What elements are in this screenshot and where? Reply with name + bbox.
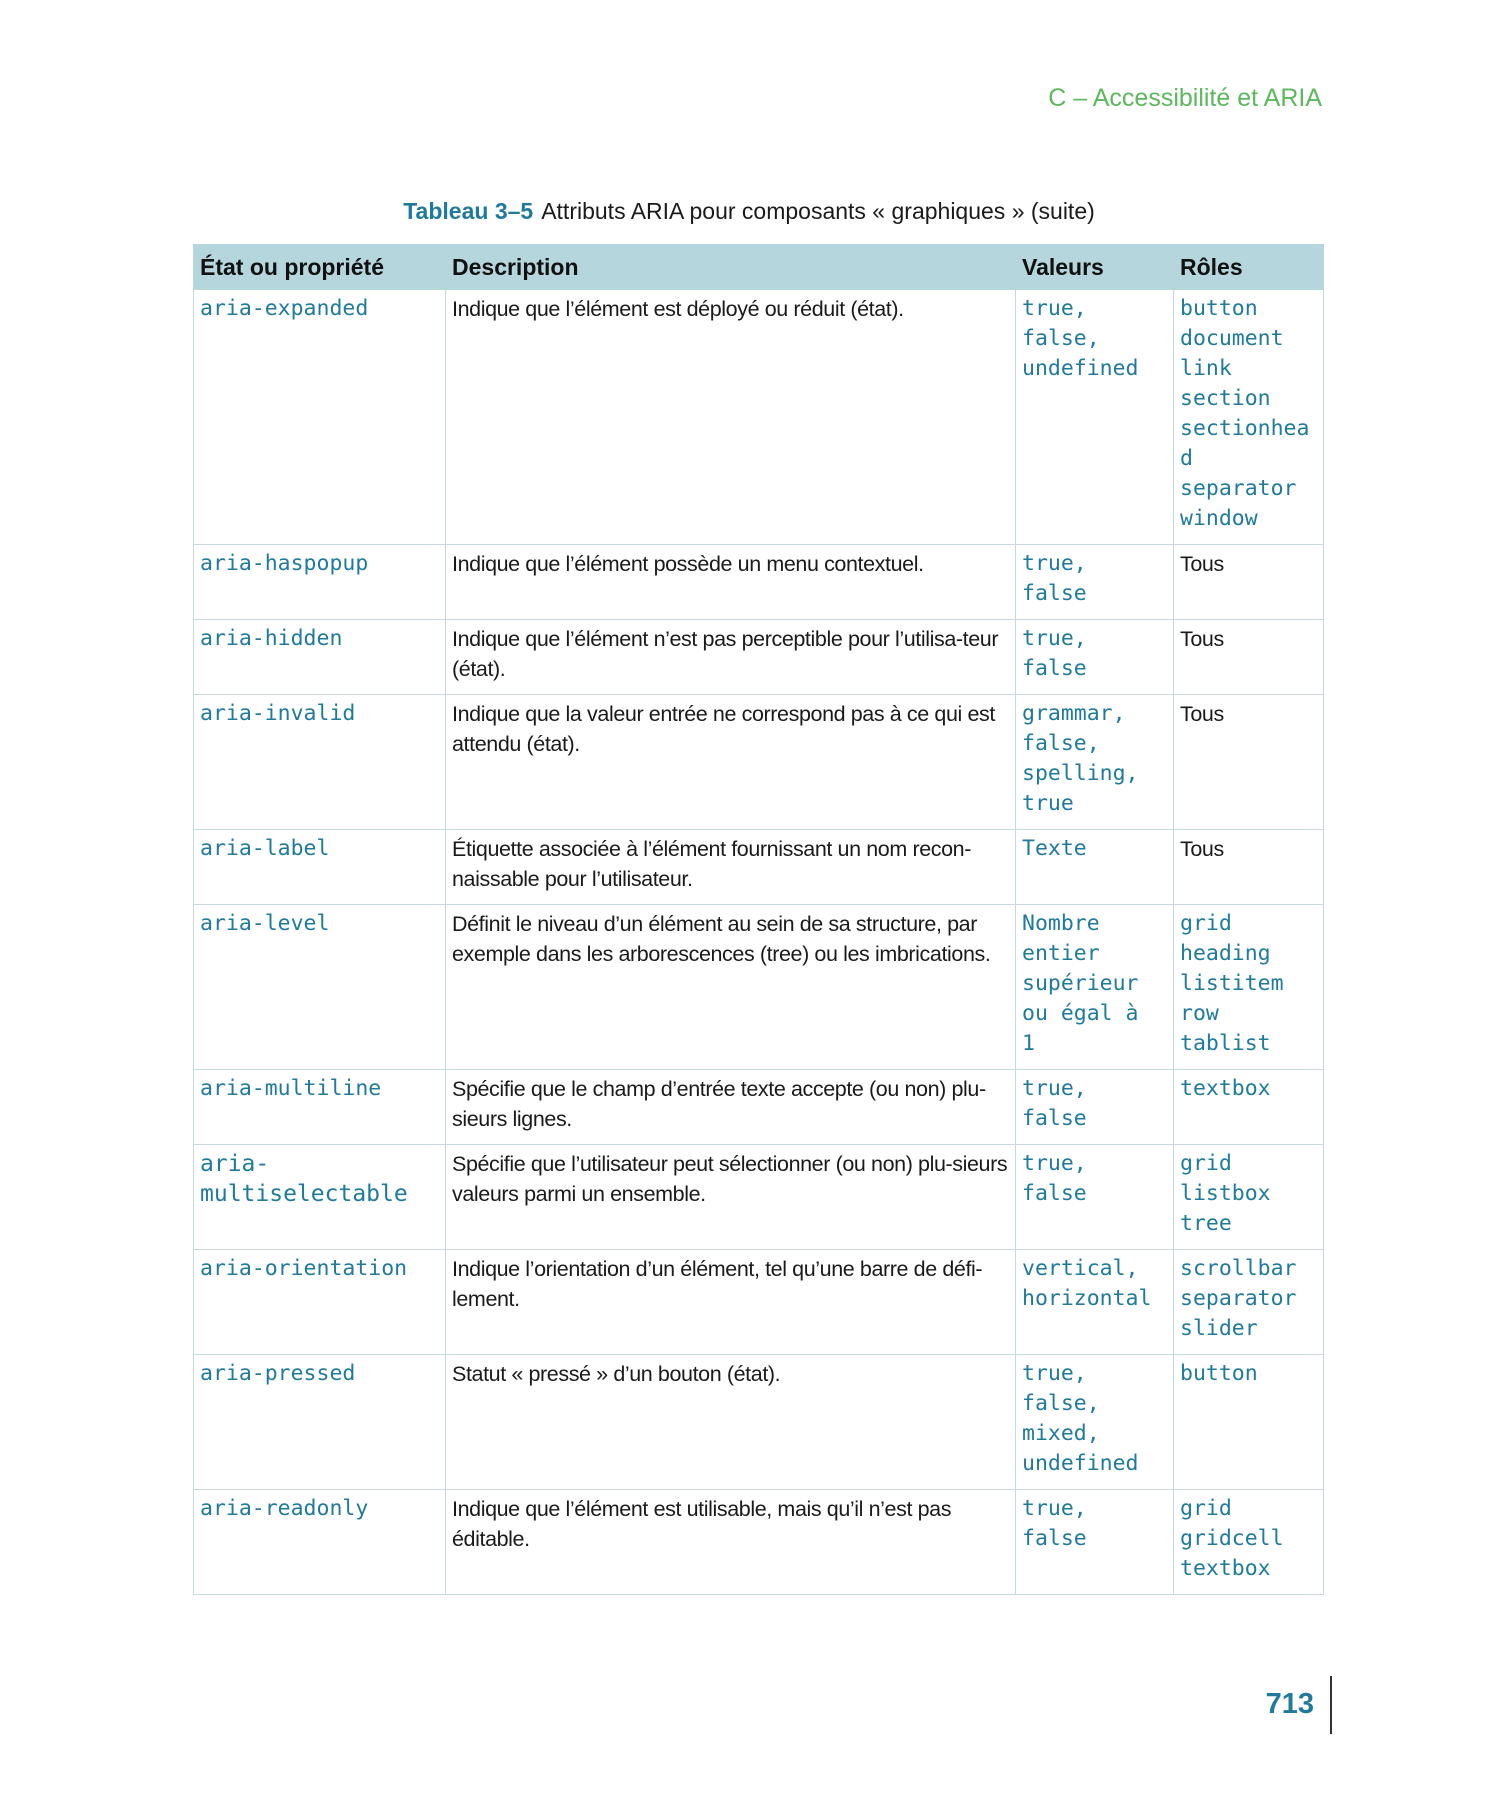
- table-row: [194, 545, 1324, 620]
- cell-property: aria-expanded: [194, 290, 446, 545]
- table-caption: [0, 198, 1498, 225]
- running-head: C – Accessibilité et ARIA: [1048, 84, 1322, 112]
- cell-property: aria-multiline: [194, 1070, 446, 1145]
- caption-number: Tableau 3–5: [403, 198, 534, 224]
- value-item: undefined: [1022, 356, 1139, 381]
- property-line: multiselectable: [200, 1181, 408, 1207]
- table-row: [194, 1250, 1324, 1355]
- role-item: textbox: [1180, 1556, 1271, 1581]
- header-property: État ou propriété: [194, 245, 446, 290]
- role-item: button: [1180, 296, 1258, 321]
- value-item: false: [1022, 1106, 1087, 1131]
- role-item: heading: [1180, 941, 1271, 966]
- cell-property: aria-label: [194, 830, 446, 905]
- role-item: gridcell: [1180, 1526, 1284, 1551]
- cell-values: [1016, 290, 1174, 545]
- cell-property: aria-readonly: [194, 1490, 446, 1595]
- table-row: [194, 1490, 1324, 1595]
- table-row: [194, 290, 1324, 545]
- cell-description: Indique que l’élément est déployé ou réduit (état).: [446, 290, 1016, 545]
- cell-roles: [1174, 290, 1324, 545]
- role-item: window: [1180, 506, 1258, 531]
- cell-values: [1016, 905, 1174, 1070]
- value-item: true,: [1022, 296, 1087, 321]
- value-item: true: [1022, 791, 1074, 816]
- table-row: [194, 905, 1324, 1070]
- cell-description: Indique que l’élément n’est pas perceptible pour l’utilisa-teur (état).: [446, 620, 1016, 695]
- cell-roles: [1174, 1490, 1324, 1595]
- value-item: spelling,: [1022, 761, 1139, 786]
- cell-roles: [1174, 1145, 1324, 1250]
- value-item: false,: [1022, 731, 1100, 756]
- role-item: separator: [1180, 1286, 1297, 1311]
- value-item: ou égal à: [1022, 1001, 1139, 1026]
- value-item: horizontal: [1022, 1286, 1152, 1311]
- value-item: supérieur: [1022, 971, 1139, 996]
- cell-description: Indique l’orientation d’un élément, tel qu’une barre de défi-lement.: [446, 1250, 1016, 1355]
- cell-roles: [1174, 1250, 1324, 1355]
- role-item: scrollbar: [1180, 1256, 1297, 1281]
- cell-property: aria-haspopup: [194, 545, 446, 620]
- cell-roles: Tous: [1174, 830, 1324, 905]
- cell-roles: [1174, 1070, 1324, 1145]
- cell-values: [1016, 1250, 1174, 1355]
- cell-values: [1016, 545, 1174, 620]
- cell-description: Spécifie que le champ d’entrée texte accepte (ou non) plu-sieurs lignes.: [446, 1070, 1016, 1145]
- role-item: link: [1180, 356, 1232, 381]
- value-item: true,: [1022, 626, 1087, 651]
- value-item: false: [1022, 581, 1087, 606]
- role-item: slider: [1180, 1316, 1258, 1341]
- aria-attributes-table: [193, 244, 1324, 1595]
- table-row: [194, 1070, 1324, 1145]
- role-item: listitem: [1180, 971, 1284, 996]
- property-line: aria-: [200, 1151, 270, 1177]
- role-item: tree: [1180, 1211, 1232, 1236]
- role-item: section: [1180, 386, 1271, 411]
- value-item: entier: [1022, 941, 1100, 966]
- cell-property: aria-invalid: [194, 695, 446, 830]
- header-values: Valeurs: [1016, 245, 1174, 290]
- value-item: grammar,: [1022, 701, 1126, 726]
- role-item: button: [1180, 1361, 1258, 1386]
- header-description: Description: [446, 245, 1016, 290]
- role-item: textbox: [1180, 1076, 1271, 1101]
- value-item: true,: [1022, 1496, 1087, 1521]
- cell-values: [1016, 1355, 1174, 1490]
- value-item: true,: [1022, 551, 1087, 576]
- role-item: separator: [1180, 476, 1297, 501]
- role-item: grid: [1180, 911, 1232, 936]
- value-item: false: [1022, 1526, 1087, 1551]
- table-row: [194, 1355, 1324, 1490]
- cell-values: [1016, 695, 1174, 830]
- page-number: 713: [1265, 1688, 1314, 1720]
- value-item: false,: [1022, 1391, 1100, 1416]
- value-item: true,: [1022, 1076, 1087, 1101]
- value-item: vertical,: [1022, 1256, 1139, 1281]
- table-row: [194, 830, 1324, 905]
- role-item: document: [1180, 326, 1284, 351]
- value-item: false,: [1022, 326, 1100, 351]
- role-item: grid: [1180, 1496, 1232, 1521]
- cell-roles: Tous: [1174, 545, 1324, 620]
- value-item: 1: [1022, 1031, 1035, 1056]
- cell-roles: [1174, 905, 1324, 1070]
- table-header-row: [194, 245, 1324, 290]
- value-item: Nombre: [1022, 911, 1100, 936]
- cell-roles: Tous: [1174, 695, 1324, 830]
- cell-description: Spécifie que l’utilisateur peut sélectionner (ou non) plu-sieurs valeurs parmi un ensemble.: [446, 1145, 1016, 1250]
- cell-property: aria-orientation: [194, 1250, 446, 1355]
- cell-values: [1016, 1145, 1174, 1250]
- cell-roles: Tous: [1174, 620, 1324, 695]
- cell-property: aria-level: [194, 905, 446, 1070]
- cell-property: aria-pressed: [194, 1355, 446, 1490]
- role-item: listbox: [1180, 1181, 1271, 1206]
- value-item: true,: [1022, 1151, 1087, 1176]
- value-item: mixed,: [1022, 1421, 1100, 1446]
- table-row: [194, 695, 1324, 830]
- cell-property: [194, 1145, 446, 1250]
- table-row: [194, 1145, 1324, 1250]
- value-item: undefined: [1022, 1451, 1139, 1476]
- cell-description: Indique que l’élément possède un menu contextuel.: [446, 545, 1016, 620]
- table-row: [194, 620, 1324, 695]
- value-item: true,: [1022, 1361, 1087, 1386]
- cell-values: [1016, 1490, 1174, 1595]
- cell-description: Indique que la valeur entrée ne correspond pas à ce qui est attendu (état).: [446, 695, 1016, 830]
- cell-values: [1016, 830, 1174, 905]
- cell-property: aria-hidden: [194, 620, 446, 695]
- header-roles: Rôles: [1174, 245, 1324, 290]
- role-item: d: [1180, 446, 1193, 471]
- value-item: Texte: [1022, 836, 1087, 861]
- role-item: row: [1180, 1001, 1219, 1026]
- cell-values: [1016, 620, 1174, 695]
- cell-description: Étiquette associée à l’élément fournissant un nom recon-naissable pour l’utilisateur.: [446, 830, 1016, 905]
- cell-description: Définit le niveau d’un élément au sein de sa structure, par exemple dans les arborescences (tree) ou les imbrications.: [446, 905, 1016, 1070]
- cell-values: [1016, 1070, 1174, 1145]
- caption-title: Attributs ARIA pour composants « graphiques » (suite): [541, 198, 1095, 224]
- value-item: false: [1022, 1181, 1087, 1206]
- cell-description: Indique que l’élément est utilisable, mais qu’il n’est pas éditable.: [446, 1490, 1016, 1595]
- role-item: tablist: [1180, 1031, 1271, 1056]
- role-item: grid: [1180, 1151, 1232, 1176]
- table-body: [194, 290, 1324, 1595]
- role-item: sectionhea: [1180, 416, 1310, 441]
- cell-description: Statut « pressé » d’un bouton (état).: [446, 1355, 1016, 1490]
- cell-roles: [1174, 1355, 1324, 1490]
- page-number-rule: [1330, 1676, 1332, 1734]
- value-item: false: [1022, 656, 1087, 681]
